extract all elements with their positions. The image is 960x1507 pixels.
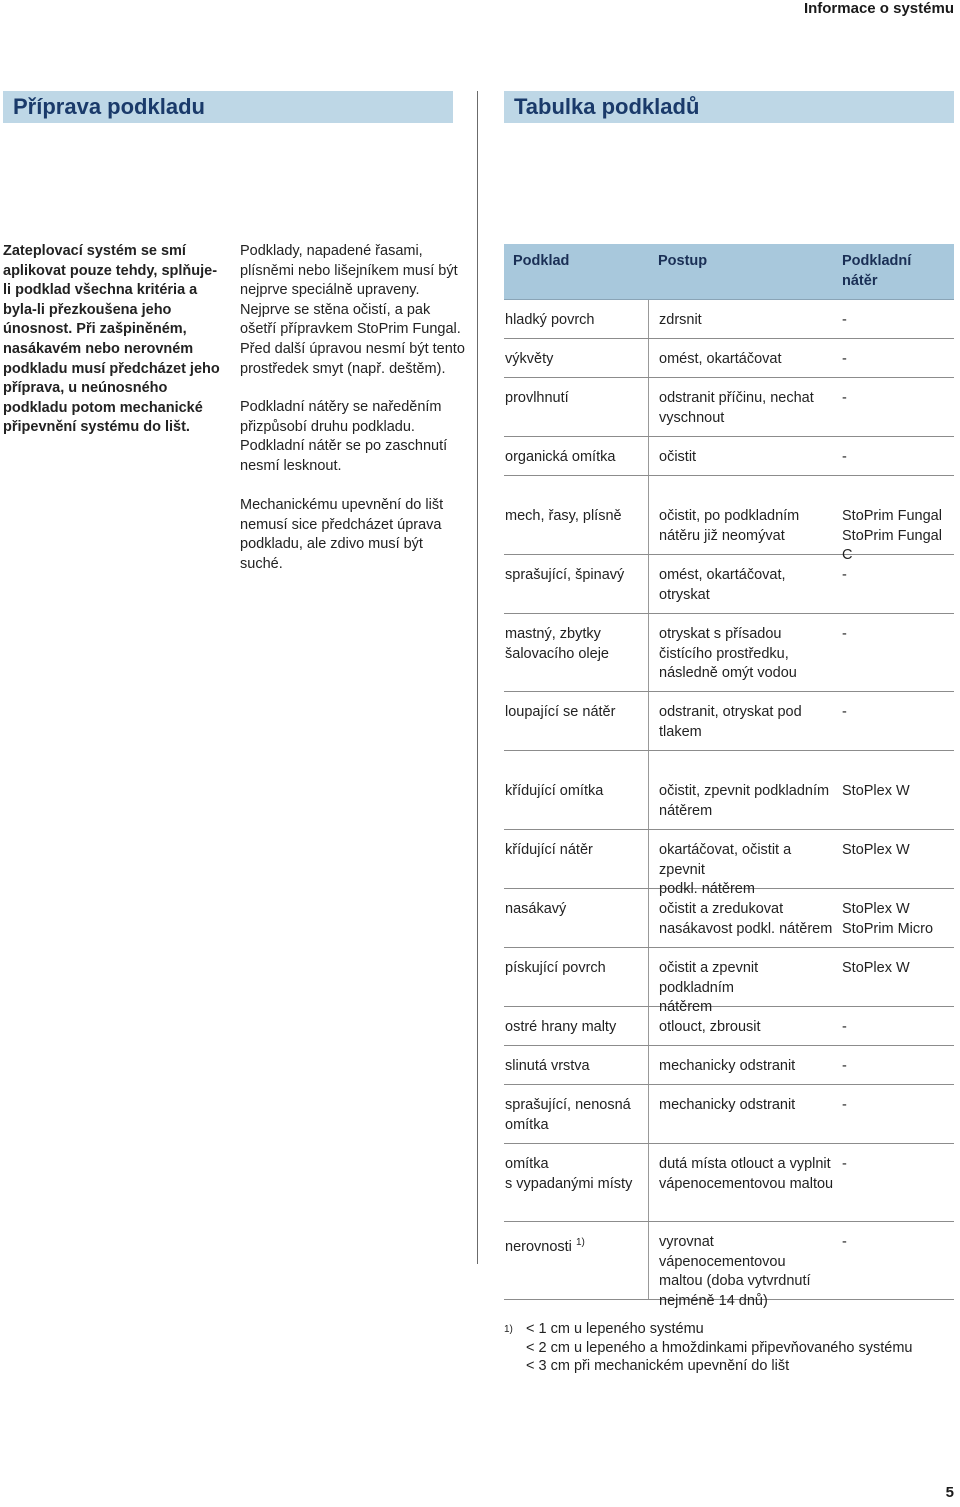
nater-cell — [834, 339, 954, 377]
postup-cell-text: omést, okartáčovat, otryskat — [659, 567, 786, 603]
nater-cell-text: - — [842, 312, 847, 328]
nater-cell-text: StoPlex W — [842, 842, 910, 858]
podklad-cell — [504, 378, 648, 436]
paragraph-mechanical: Mechanickému upevnění do lišt nemusí sice předcházet úprava podkladu, ale zdivo musí být suché. — [240, 497, 444, 572]
nater-cell-text: StoPlex W StoPrim Micro — [842, 901, 934, 937]
table-row — [504, 1085, 954, 1144]
podklad-cell — [504, 1046, 648, 1084]
column-divider — [477, 91, 478, 1264]
intro-text: Zateplovací systém se smí aplikovat pouze tehdy, splňuje-li podklad všechna kritéria a byla-li přezkoušena jeho únosnost. Při zašpiněném, nasákavém nebo nerovném podkladu musí předcházet jeho příprava, u neúnosného podkladu potom mechanické připevnění systému do lišt. — [3, 243, 220, 436]
postup-cell — [648, 1144, 834, 1221]
table-row — [504, 300, 954, 339]
nater-cell-text: - — [842, 1234, 847, 1250]
table-row — [504, 692, 954, 751]
nater-cell-text: - — [842, 351, 847, 367]
nater-cell-text: - — [842, 567, 847, 583]
podklad-cell-text: provlhnutí — [505, 390, 569, 406]
header-podklad: Podklad — [513, 253, 570, 269]
table-row — [504, 378, 954, 437]
podklad-cell-text: hladký povrch — [505, 312, 595, 328]
table-spacer — [504, 476, 954, 496]
postup-cell — [648, 830, 834, 898]
page-number: 5 — [945, 1484, 954, 1501]
table-body — [504, 300, 954, 1309]
nater-cell-text: - — [842, 1156, 847, 1172]
postup-cell-text: očistit, po podkladním nátěru již neomývat — [659, 508, 800, 544]
podklad-cell — [504, 496, 648, 554]
table-row — [504, 948, 954, 1016]
postup-cell — [648, 1007, 834, 1045]
nater-cell — [834, 771, 954, 829]
podklad-cell — [504, 555, 648, 613]
postup-cell — [648, 614, 834, 691]
podklad-cell-text: nasákavý — [505, 901, 567, 917]
postup-cell — [648, 889, 834, 947]
postup-cell-text: očistit a zpevnit podkladním nátěrem — [659, 960, 759, 1016]
postup-cell — [648, 1046, 834, 1084]
postup-cell-text: mechanicky odstranit — [659, 1058, 796, 1074]
postup-cell — [648, 437, 834, 475]
podklad-cell — [504, 614, 648, 691]
postup-cell — [648, 555, 834, 613]
footnote-ref: 1) — [575, 1237, 585, 1248]
postup-cell-text: omést, okartáčovat — [659, 351, 782, 367]
nater-cell — [834, 437, 954, 475]
postup-cell — [648, 496, 834, 554]
nater-cell — [834, 692, 954, 750]
postup-cell-text: očistit — [659, 449, 697, 465]
table-row — [504, 1144, 954, 1222]
table-row — [504, 889, 954, 948]
table-row — [504, 339, 954, 378]
podklad-cell-text: nerovnosti — [505, 1238, 572, 1255]
nater-cell — [834, 948, 954, 1006]
footnote-mark: 1) — [504, 1324, 513, 1335]
postup-cell-text: okartáčovat, očistit a zpevnit podkl. nátěrem — [659, 842, 792, 898]
table-row — [504, 614, 954, 692]
substrate-table — [504, 244, 954, 1309]
footnote-line: < 2 cm u lepeného a hmoždinkami připevňovaného systému — [526, 1339, 913, 1356]
nater-cell-text: - — [842, 1019, 847, 1035]
podklad-cell-text: výkvěty — [505, 351, 554, 367]
nater-cell — [834, 1222, 954, 1299]
podklad-cell-text: sprašující, špinavý — [505, 567, 625, 583]
nater-cell-text: - — [842, 626, 847, 642]
table-row — [504, 1007, 954, 1046]
table-row — [504, 496, 954, 564]
nater-cell — [834, 1046, 954, 1084]
nater-cell-text: - — [842, 1058, 847, 1074]
paragraph-primer: Podkladní nátěry se naředěním přizpůsobí druhu podkladu. Podkladní nátěr se po zaschnutí nesmí lesknout. — [240, 399, 448, 474]
table-row — [504, 555, 954, 614]
postup-cell — [648, 771, 834, 829]
nater-cell — [834, 830, 954, 888]
nater-cell — [834, 1144, 954, 1221]
podklad-cell — [504, 948, 648, 1006]
podklad-cell — [504, 889, 648, 947]
podklad-cell — [504, 1007, 648, 1045]
nater-cell — [834, 496, 954, 564]
nater-cell-text: StoPlex W — [842, 783, 910, 799]
podklad-cell-text: organická omítka — [505, 449, 616, 465]
section-header-label: Informace o systému — [803, 0, 954, 17]
footnote-line: < 1 cm u lepeného systému — [526, 1321, 704, 1337]
podklad-cell-text: pískující povrch — [505, 960, 606, 976]
nater-cell-text: StoPlex W — [842, 960, 910, 976]
nater-cell-text: - — [842, 390, 847, 406]
nater-cell — [834, 555, 954, 613]
postup-cell-text: zdrsnit — [659, 312, 702, 328]
podklad-cell — [504, 437, 648, 475]
postup-cell-text: očistit a zredukovat nasákavost podkl. nátěrem — [659, 901, 833, 937]
podklad-cell — [504, 830, 648, 888]
podklad-cell-text: mech, řasy, plísně — [505, 508, 622, 524]
nater-cell — [834, 1007, 954, 1045]
postup-cell — [648, 948, 834, 1016]
footnote-line: < 3 cm při mechanickém upevnění do lišt — [526, 1358, 790, 1375]
podklad-cell-text: ostré hrany malty — [505, 1019, 617, 1035]
nater-cell-text: - — [842, 704, 847, 720]
postup-cell — [648, 1222, 834, 1309]
right-section-title: Tabulka podkladů — [504, 91, 954, 123]
postup-cell-text: mechanicky odstranit — [659, 1097, 796, 1113]
nater-cell — [834, 614, 954, 691]
nater-cell-text: - — [842, 449, 847, 465]
postup-cell — [648, 692, 834, 750]
podklad-cell-text: sprašující, nenosná omítka — [505, 1097, 631, 1133]
footnote — [504, 1320, 913, 1376]
table-row — [504, 830, 954, 898]
table-row — [504, 771, 954, 830]
nater-cell — [834, 300, 954, 338]
podklad-cell — [504, 692, 648, 750]
podklad-cell — [504, 1144, 648, 1221]
postup-cell-text: otlouct, zbrousit — [659, 1019, 761, 1035]
postup-cell — [648, 1085, 834, 1143]
table-row — [504, 1222, 954, 1309]
header-postup: Postup — [658, 253, 708, 269]
table-row — [504, 1046, 954, 1085]
table-row — [504, 437, 954, 476]
table-spacer — [504, 751, 954, 771]
paragraph-fungal: Podklady, napadené řasami, plísněmi nebo lišejníkem musí být nejprve speciálně upraveny. Nejprve se stěna očistí, a pak ošetří přípravkem StoPrim Fungal. Před další úpravou nesmí být tento prostředek smyt (např. deštěm). — [240, 243, 465, 377]
postup-cell-text: očistit, zpevnit podkladním nátěrem — [659, 783, 830, 819]
nater-cell — [834, 1085, 954, 1143]
podklad-cell — [504, 339, 648, 377]
podklad-cell — [504, 300, 648, 338]
nater-cell — [834, 378, 954, 436]
postup-cell-text: vyrovnat vápenocementovou maltou (doba vytvrdnutí nejméně 14 dnů) — [659, 1234, 811, 1309]
podklad-cell-text: slinutá vrstva — [505, 1058, 590, 1074]
postup-cell-text: otryskat s přísadou čistícího prostředku, následně omýt vodou — [659, 626, 797, 682]
nater-cell — [834, 889, 954, 947]
podklad-cell — [504, 1222, 648, 1299]
left-section-title: Příprava podkladu — [3, 91, 453, 123]
podklad-cell-text: omítka s vypadanými místy — [505, 1156, 633, 1192]
podklad-cell-text: křídující omítka — [505, 783, 604, 799]
podklad-cell-text: loupající se nátěr — [505, 704, 616, 720]
table-header — [504, 244, 954, 300]
podklad-cell — [504, 1085, 648, 1143]
postup-cell-text: odstranit příčinu, nechat vyschnout — [659, 390, 814, 426]
podklad-cell-text: křídující nátěr — [505, 842, 593, 858]
nater-cell-text: StoPrim Fungal StoPrim Fungal C — [842, 508, 942, 564]
postup-cell — [648, 339, 834, 377]
postup-cell-text: dutá místa otlouct a vyplnit vápenocementovou maltou — [659, 1156, 834, 1192]
postup-cell — [648, 378, 834, 436]
postup-cell-text: odstranit, otryskat pod tlakem — [659, 704, 802, 740]
podklad-cell-text: mastný, zbytky šalovacího oleje — [505, 626, 609, 662]
header-nater: Podkladní nátěr — [842, 253, 912, 289]
postup-cell — [648, 300, 834, 338]
nater-cell-text: - — [842, 1097, 847, 1113]
podklad-cell — [504, 771, 648, 829]
